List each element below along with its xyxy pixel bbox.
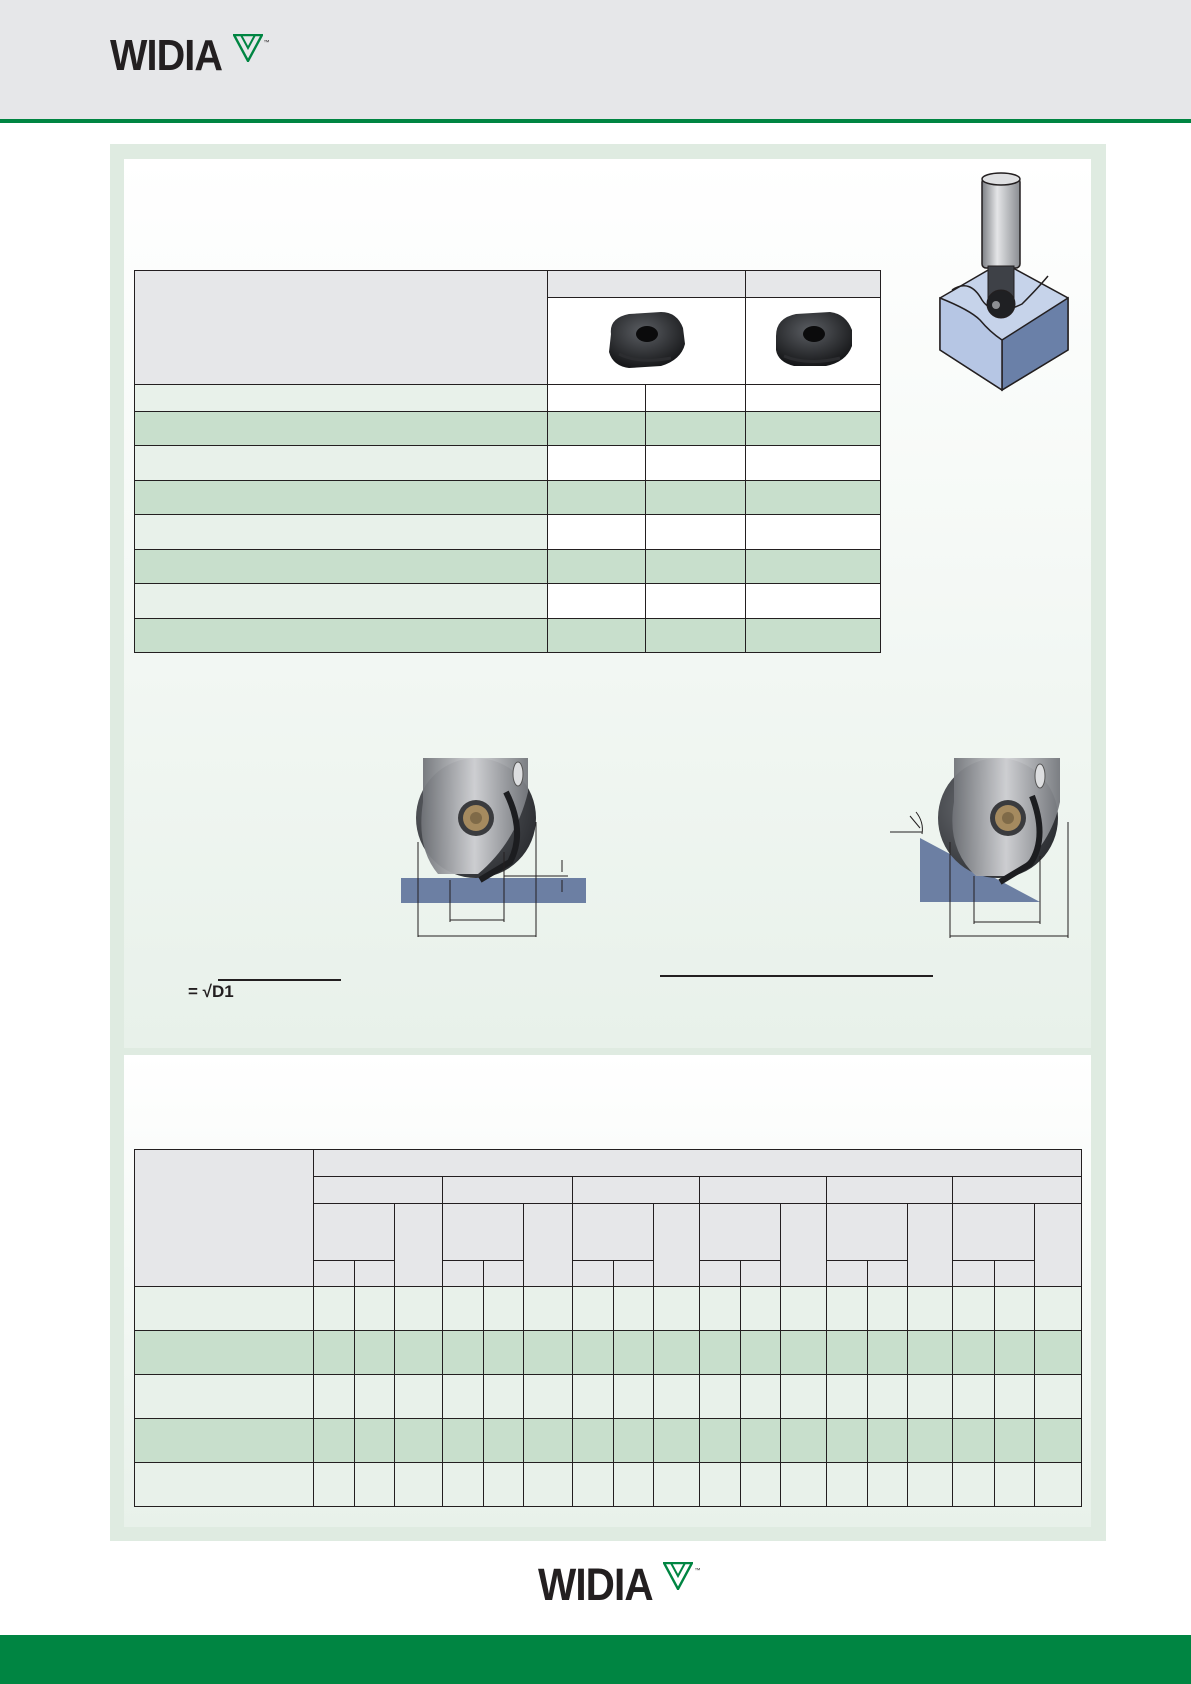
table-header-cell [483,1261,523,1287]
table-header-cell [827,1177,953,1204]
table-header-cell [547,271,746,298]
logo-triangles-icon [663,1562,693,1590]
table-cell [547,412,646,446]
table-header-cell [442,1204,523,1261]
table-header-cell [572,1177,699,1204]
insert-image [599,304,693,374]
table-cell [135,550,548,584]
table-header-cell [953,1177,1082,1204]
table-cell [135,412,548,446]
table-row [135,1463,1082,1507]
table-cell [746,481,881,515]
table-header-cell [613,1261,653,1287]
table-cell [646,412,746,446]
formula-fraction-line [660,975,933,977]
table-header-cell [442,1261,483,1287]
logo-trademark: ™ [263,40,270,46]
insert-image-cell [746,298,881,385]
table-header-cell [746,271,881,298]
table-cell [135,515,548,550]
table-header-cell [700,1261,741,1287]
table-cell [746,412,881,446]
table-header-cell [314,1261,355,1287]
insert-table [134,270,881,653]
logo-triangles-icon [233,34,263,62]
table-row [135,1375,1082,1419]
table-cell [746,550,881,584]
table-cell [547,550,646,584]
table-cell [746,446,881,481]
ball-end-mill-illustration [930,170,1075,395]
table-header-cell [395,1204,442,1287]
table-header-cell [523,1204,572,1287]
table-header-cell [827,1204,908,1261]
cutting-data-table [134,1149,1082,1507]
table-header-cell [442,1177,572,1204]
table-cell [746,515,881,550]
table-header-cell [572,1261,613,1287]
widia-logo-footer [538,1559,701,1610]
table-cell [135,481,548,515]
table-cell [646,584,746,619]
table-cell [746,619,881,653]
logo-wordmark: WIDIA [110,31,223,80]
table-cell [547,584,646,619]
table-cell [646,385,746,412]
table-cell [135,584,548,619]
table-cell [646,619,746,653]
table-header-cell [355,1261,395,1287]
table-row [135,1419,1082,1463]
table-cell [746,584,881,619]
table-header-cell [781,1204,827,1287]
header-bar [0,0,1191,123]
table-header-cell [908,1204,953,1287]
table-header-cell [994,1261,1034,1287]
table-cell [135,385,548,412]
insert-image [766,304,860,374]
insert-image-cell [547,298,746,385]
table-cell [135,446,548,481]
table-header-cell [314,1177,442,1204]
footer-bar [0,1635,1191,1684]
table-header-cell [135,1150,314,1287]
insert-head-diagram [398,752,594,942]
table-header-cell [700,1204,781,1261]
logo-trademark: ™ [694,1568,701,1574]
table-header-cell [653,1204,699,1287]
table-cell [547,619,646,653]
table-cell [646,550,746,584]
table-cell [646,481,746,515]
table-header-cell [1034,1204,1081,1287]
table-header-cell [314,1150,1082,1177]
logo-wordmark: WIDIA [538,1559,653,1610]
insert-head-diagram [880,752,1080,942]
table-header-cell [572,1204,653,1261]
table-cell [547,385,646,412]
formula-overline [218,979,341,981]
table-cell [646,515,746,550]
table-header-cell [314,1204,395,1261]
widia-logo [110,31,270,80]
table-header-cell [953,1204,1034,1261]
table-cell [135,619,548,653]
table-header-cell [700,1177,827,1204]
table-header-cell [135,271,548,385]
table-row [135,1287,1082,1331]
table-cell [547,481,646,515]
table-header-cell [868,1261,908,1287]
table-cell [547,515,646,550]
table-header-cell [827,1261,868,1287]
table-row [135,1331,1082,1375]
table-cell [646,446,746,481]
table-header-cell [741,1261,781,1287]
table-header-cell [953,1261,994,1287]
formula-left: = √D1 [188,982,234,1001]
table-cell [746,385,881,412]
table-cell [547,446,646,481]
